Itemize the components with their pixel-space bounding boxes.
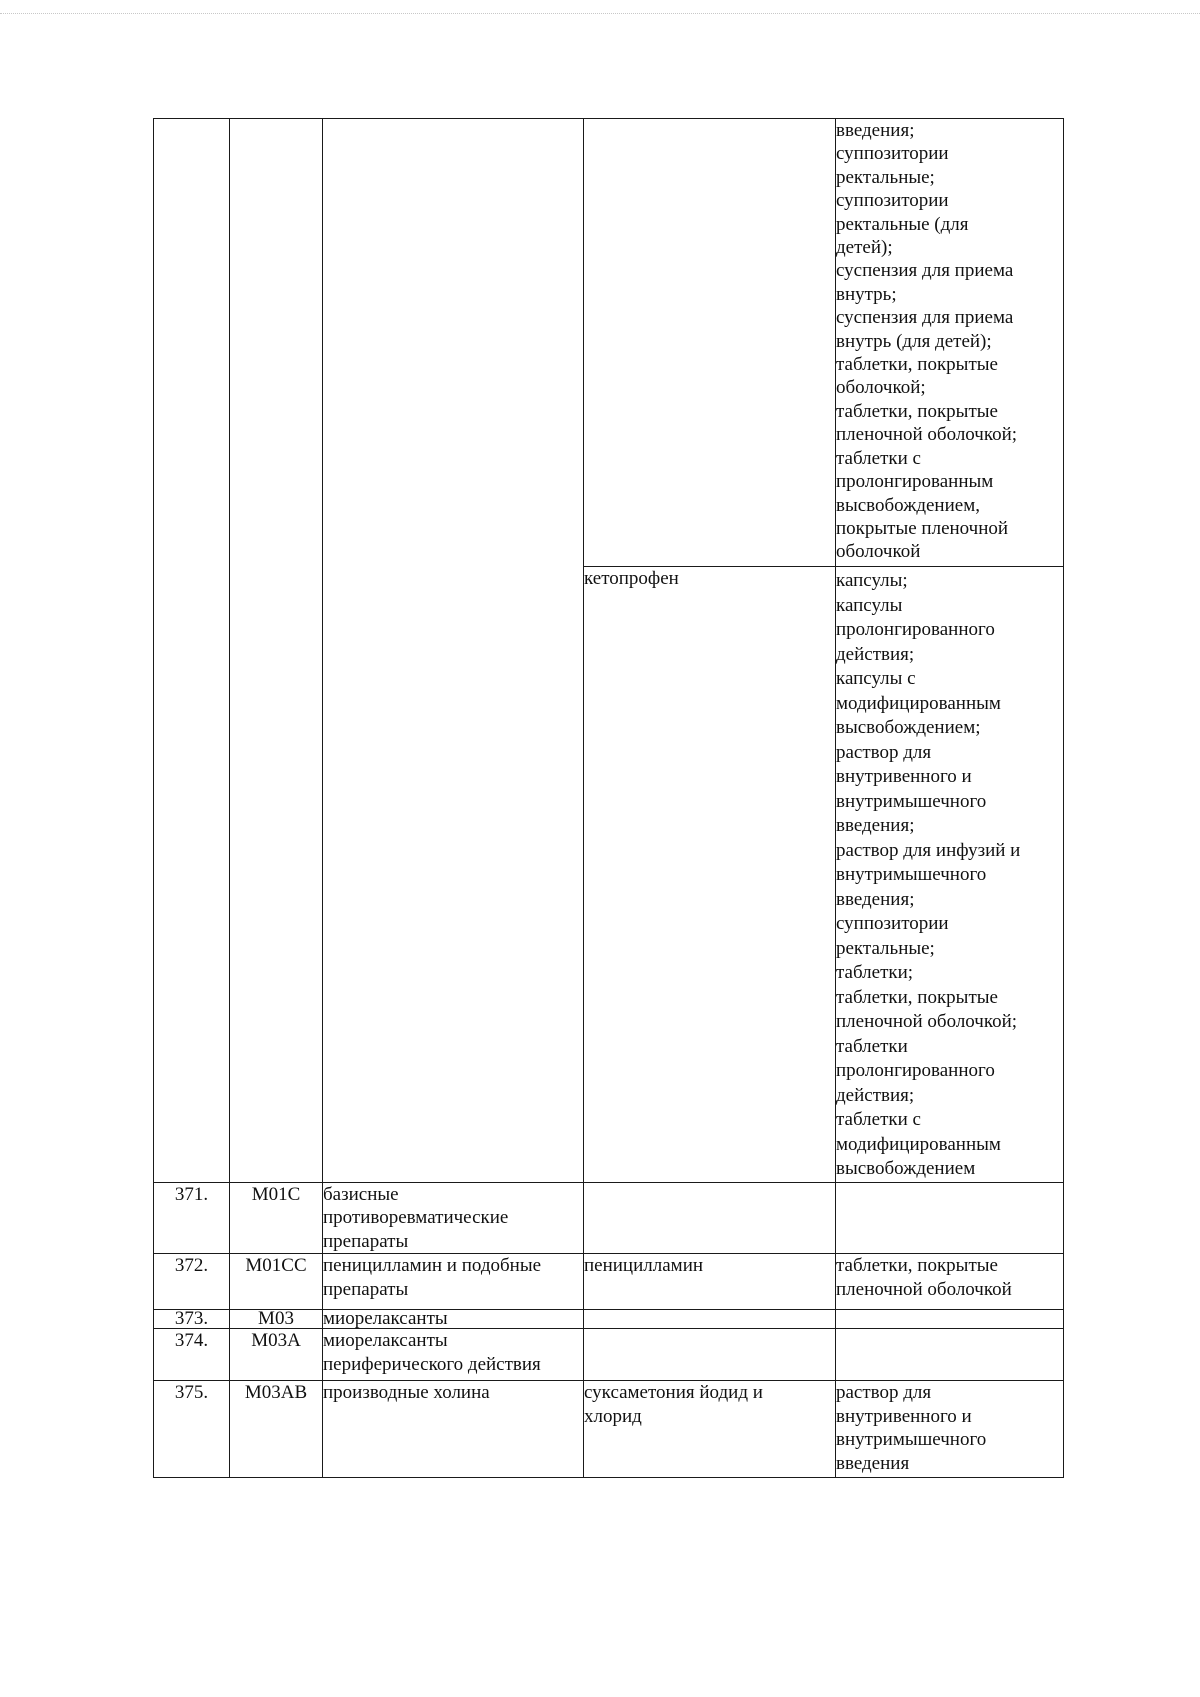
drug-cell — [584, 119, 836, 567]
forms-cell: капсулы; капсулы пролонгированного действия; капсулы с модифицированным высвобождением; раствор для внутривенного и внутримышечного введения; раствор для инфузий и внутримышечного введения; суппозитории ректальные; таблетки; таблетки, покрытые пленочной оболочкой; таблетки пролонгированного действия; таблетки с модифицированным высвобождением — [836, 567, 1064, 1183]
forms-cell — [836, 1310, 1064, 1329]
code-cell: M01CC — [230, 1254, 323, 1310]
table-row — [154, 1182, 1064, 1254]
drug-cell: кетопрофен — [584, 567, 836, 1183]
number-cell: 372. — [154, 1254, 230, 1310]
drug-cell: суксаметония йодид и хлорид — [584, 1381, 836, 1478]
number-cell: 373. — [154, 1310, 230, 1329]
scan-edge-line — [0, 13, 1200, 14]
table-row-continuation-a — [154, 119, 1064, 567]
group-cell: миорелаксанты — [323, 1310, 584, 1329]
table-row — [154, 1381, 1064, 1478]
group-cell — [323, 119, 584, 1183]
forms-cell: таблетки, покрытые пленочной оболочкой — [836, 1254, 1064, 1310]
number-cell: 371. — [154, 1182, 230, 1254]
forms-cell — [836, 1329, 1064, 1381]
code-cell: M03AB — [230, 1381, 323, 1478]
drug-table — [153, 118, 1064, 1478]
forms-cell — [836, 1182, 1064, 1254]
table-row — [154, 1310, 1064, 1329]
drug-cell — [584, 1182, 836, 1254]
table-row — [154, 1329, 1064, 1381]
group-cell: миорелаксанты периферического действия — [323, 1329, 584, 1381]
group-cell: базисные противоревматические препараты — [323, 1182, 584, 1254]
group-cell: производные холина — [323, 1381, 584, 1478]
forms-cell: раствор для внутривенного и внутримышечного введения — [836, 1381, 1064, 1478]
code-cell: M03 — [230, 1310, 323, 1329]
group-cell: пеницилламин и подобные препараты — [323, 1254, 584, 1310]
number-cell: 375. — [154, 1381, 230, 1478]
number-cell: 374. — [154, 1329, 230, 1381]
code-cell: M01C — [230, 1182, 323, 1254]
code-cell — [230, 119, 323, 1183]
drug-cell: пеницилламин — [584, 1254, 836, 1310]
drug-cell — [584, 1329, 836, 1381]
code-cell: M03A — [230, 1329, 323, 1381]
table-row — [154, 1254, 1064, 1310]
drug-cell — [584, 1310, 836, 1329]
forms-cell: введения; суппозитории ректальные; суппозитории ректальные (для детей); суспензия для приема внутрь; суспензия для приема внутрь (для детей); таблетки, покрытые оболочкой; таблетки, покрытые пленочной оболочкой; таблетки с пролонгированным высвобождением, покрытые пленочной оболочкой — [836, 119, 1064, 567]
number-cell — [154, 119, 230, 1183]
